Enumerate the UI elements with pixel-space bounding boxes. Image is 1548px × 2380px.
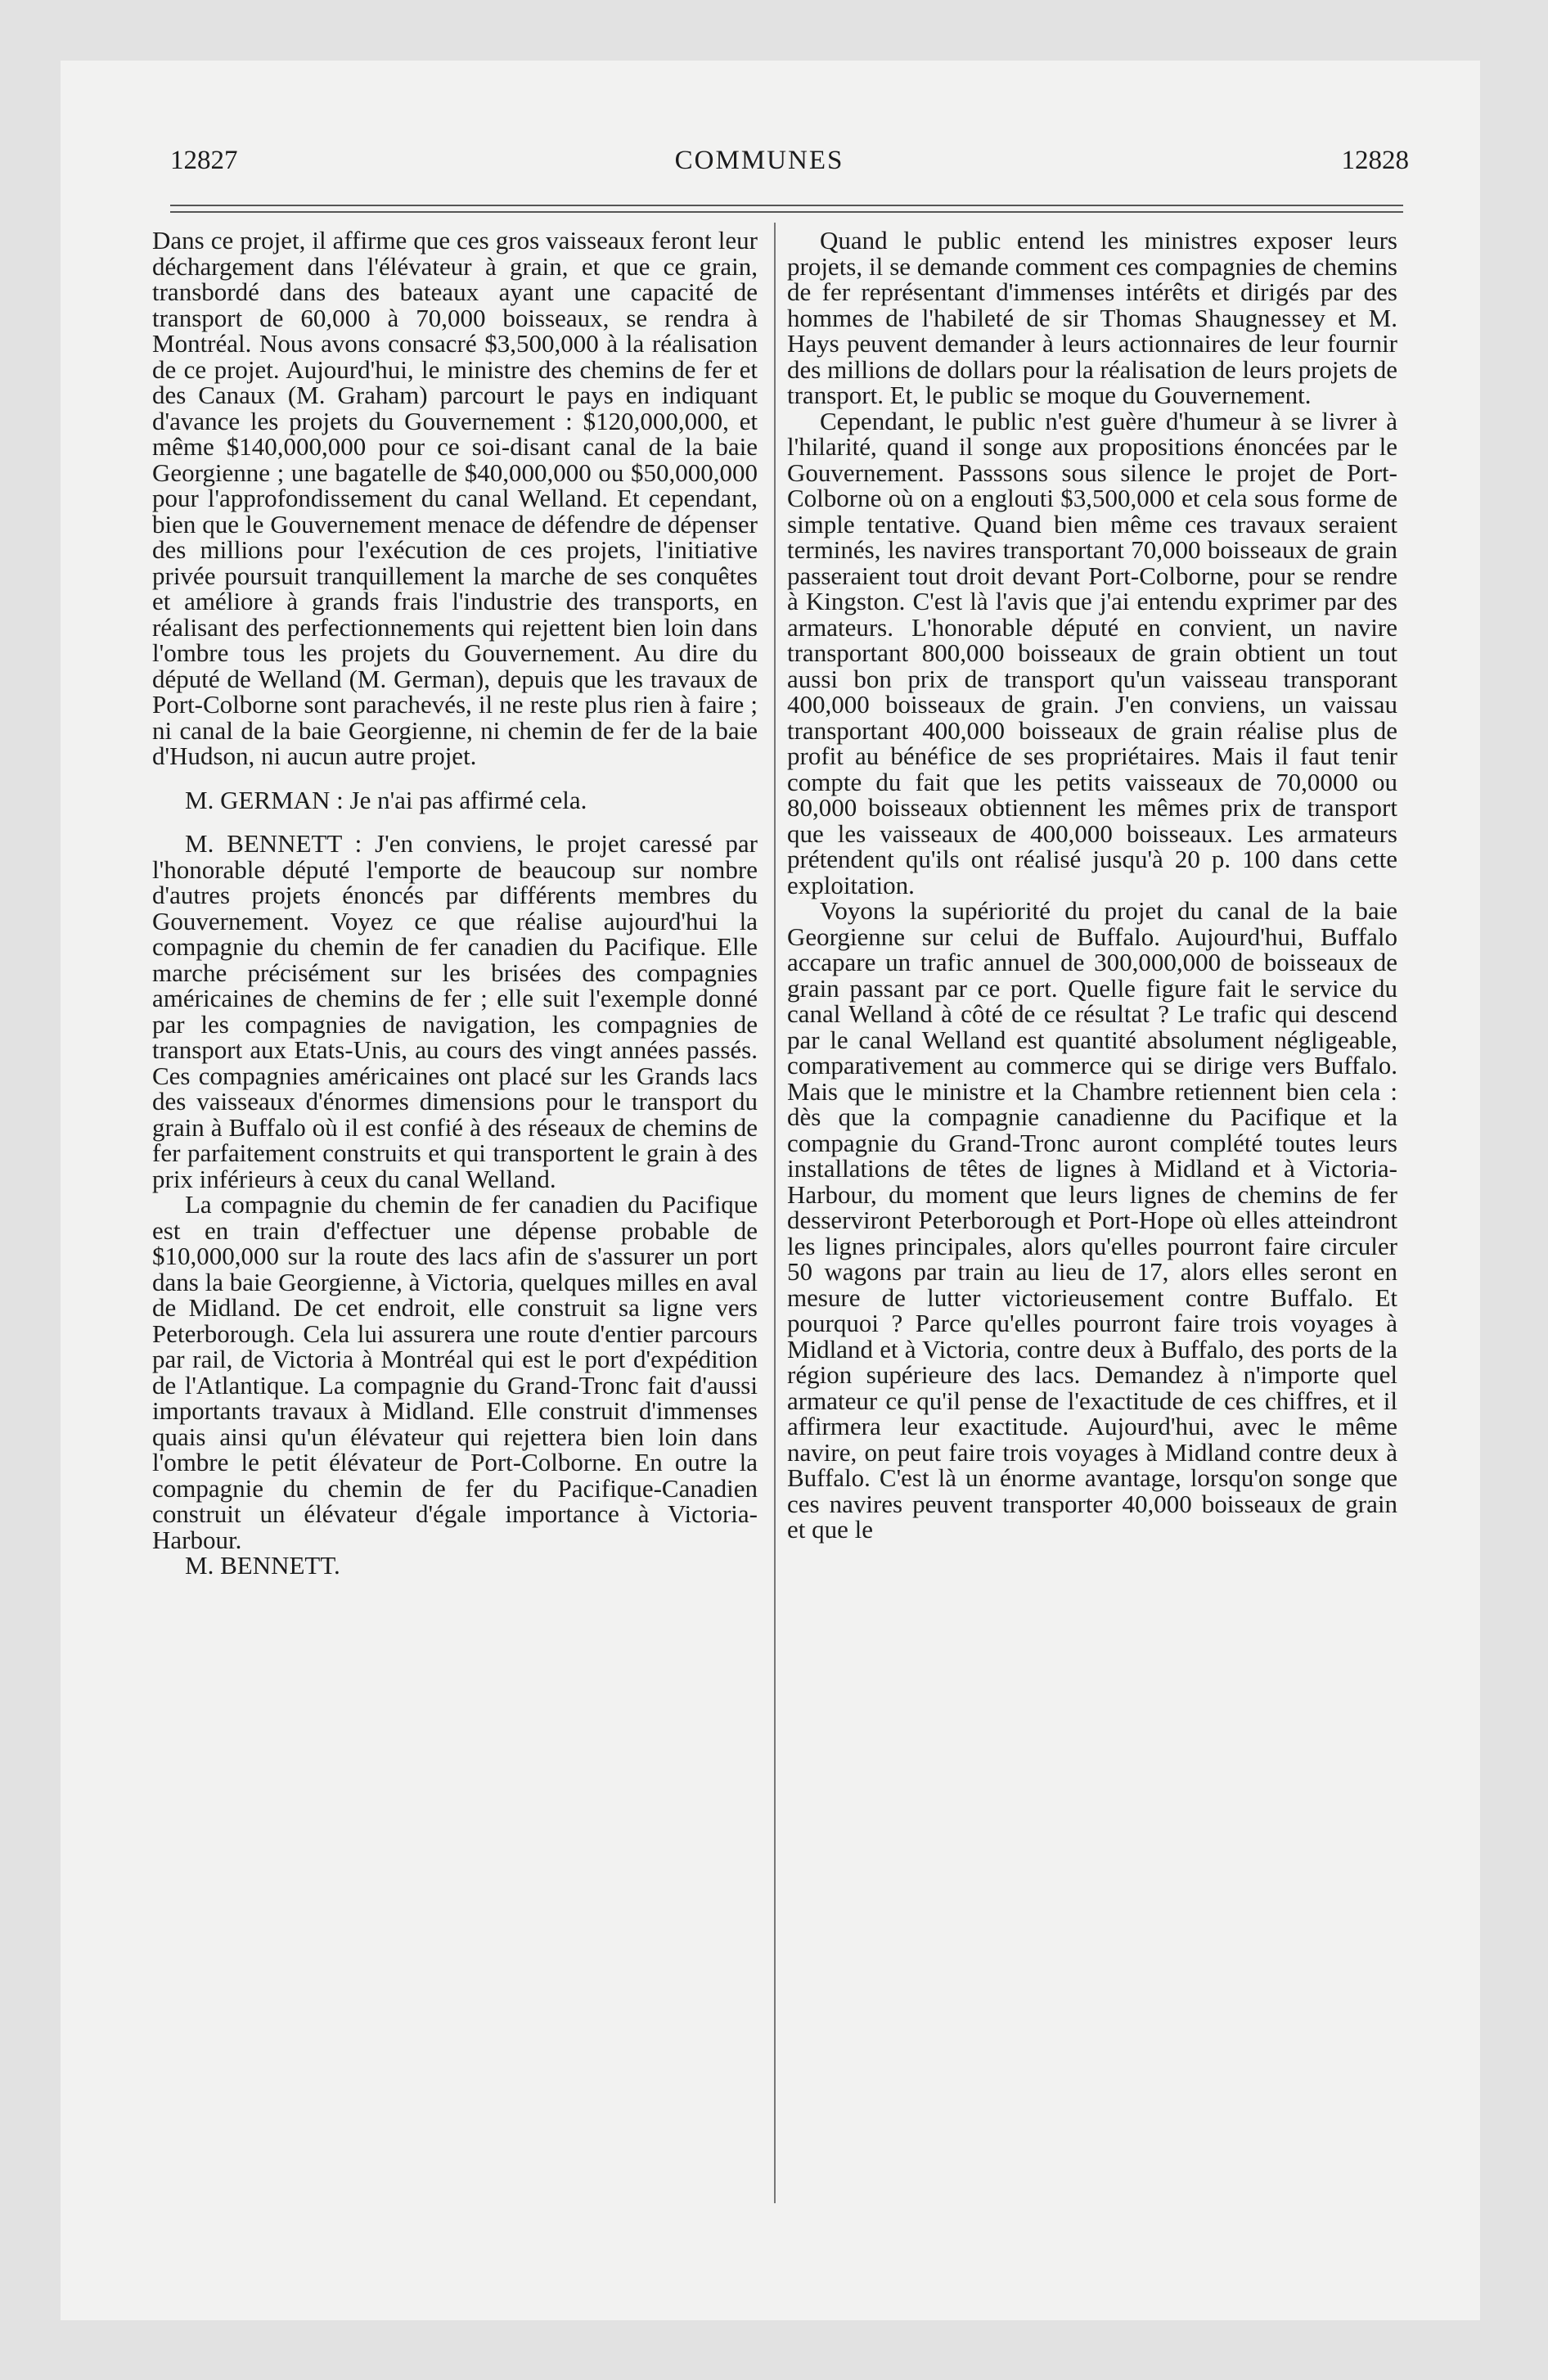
paragraph: Cependant, le public n'est guère d'humeur à se livrer à l'hilarité, quand il songe aux propositions énoncées par le Gouvernement. Passsons sous silence le projet de Port-Colborne où on a englouti $3,500,000 et cela sous forme de simple tentative. Quand bien même ces travaux seraient terminés, les navires transportant 70,000 boisseaux de grain passeraient tout droit devant Port-Colborne, pour se rendre à Kingston. C'est là l'avis que j'ai entendu exprimer par des armateurs. L'honorable député en convient, un navire transportant 800,000 boisseaux de grain obtient un tout aussi bon prix de transport qu'un vaisseau transporant 400,000 boisseaux de grain. J'en conviens, un vaissau transportant 400,000 boisseaux de grain réalise plus de profit au bénéfice de ses propriétaires. Mais il faut tenir compte du fait que les petits vaisseaux de 70,0000 ou 80,000 boisseaux obtiennent les mêmes prix de transport que les vaisseaux de 400,000 boisseaux. Les armateurs prétendent qu'ils ont réalisé jusqu'à 20 p. 100 dans cette exploitation. (787, 406, 1397, 899)
left-column (152, 228, 758, 1579)
signature: M. BENNETT. (185, 1551, 340, 1580)
page-header (110, 146, 1409, 187)
column-divider (774, 223, 776, 2203)
paragraph-speaker-bennett: M. BENNETT : J'en conviens, le projet caressé par l'honorable député l'emporte de beaucoup sur nombre d'autres projets énoncés par différents membres du Gouvernement. Voyez ce que réalise aujourd'hui la compagnie du chemin de fer canadien du Pacifique. Elle marche précisément sur les brisées des compagnies américaines de chemins de fer ; elle suit l'exemple donné par les compagnies de navigation, les compagnies de transport aux Etats-Unis, au cours des vingt années passés. Ces compagnies américaines ont placé sur les Grands lacs des vaisseaux d'énormes dimensions pour le transport du grain à Buffalo où il est confié à des réseaux de chemins de fer parfaitement construits et qui transportent le grain à des prix inférieurs à ceux du canal Welland. (152, 829, 758, 1193)
page-number-right: 12828 (1341, 146, 1409, 175)
page-number-left: 12827 (170, 146, 238, 175)
paragraph: Dans ce projet, il affirme que ces gros vaisseaux feront leur déchargement dans l'élévateur à grain, et que ce grain, transbordé dans des bateaux ayant une capacité de transport de 60,000 à 70,000 boisseaux, se rendra à Montréal. Nous avons consacré $3,500,000 à la réalisation de ce projet. Aujourd'hui, le ministre des chemins de fer et des Canaux (M. Graham) parcourt le pays en indiquant d'avance les projets du Gouvernement : $120,000,000, et même $140,000,000 pour ce soi-disant canal de la baie Georgienne ; une bagatelle de $40,000,000 ou $50,000,000 pour l'approfondissement du canal Welland. Et cependant, bien que le Gouvernement menace de défendre de dépenser des millions pour l'exécution de ces projets, l'initiative privée poursuit tranquillement la marche de ses conquêtes et améliore à grands frais l'industrie des transports, en réalisant des perfectionnements qui rejettent bien loin dans l'ombre tous les projets du Gouvernement. Au dire du député de Welland (M. German), depuis que les travaux de Port-Colborne sont parachevés, il ne reste plus rien à faire ; ni canal de la baie Georgienne, ni chemin de fer de la baie d'Hudson, ni aucun autre projet. (152, 226, 758, 770)
paragraph-speaker-german: M. GERMAN : Je n'ai pas affirmé cela. (185, 785, 587, 814)
paragraph: Voyons la supériorité du projet du canal de la baie Georgienne sur celui de Buffalo. Aujourd'hui, Buffalo accapare un trafic annuel de 300,000,000 de boisseaux de grain passant par ce port. Quelle figure fait le service du canal Welland à côté de ce résultat ? Le trafic qui descend par le canal Welland est quantité absolument négligeable, comparativement au commerce qui se dirige vers Buffalo. Mais que le ministre et la Chambre retiennent bien cela : dès que la compagnie canadienne du Pacifique et la compagnie du Grand-Tronc auront complété toutes leurs installations de têtes de lignes à Midland et à Victoria-Harbour, du moment que leurs lignes de chemins de fer desserviront Peterborough et Port-Hope où elles atteindront les lignes principales, alors qu'elles pourront faire circuler 50 wagons par train au lieu de 17, alors elles seront en mesure de lutter victorieusement contre Buffalo. Et pourquoi ? Parce qu'elles pourront faire trois voyages à Midland et à Victoria, contre deux à Buffalo, des ports de la région supérieure des lacs. Demandez à n'importe quel armateur ce qu'il pense de l'exactitude de ces chiffres, et il affirmera leur exactitude. Aujourd'hui, avec le même navire, on peut faire trois voyages à Midland contre deux à Buffalo. C'est là un énorme avantage, lorsqu'on songe que ces navires peuvent transporter 40,000 boisseaux de grain et que le (787, 896, 1397, 1544)
paragraph: Quand le public entend les ministres exposer leurs projets, il se demande comment ces compagnies de chemins de fer représentant d'immenses intérêts et dirigés par des hommes de l'habileté de sir Thomas Shaugnessey et M. Hays peuvent demander à leurs actionnaires de leur fournir des millions de dollars pour la réalisation de leurs projets de transport. Et, le public se moque du Gouvernement. (787, 226, 1397, 409)
page-title: COMMUNES (674, 146, 844, 175)
header-rule-bottom (170, 211, 1403, 213)
header-rule-top (170, 205, 1403, 206)
paragraph: La compagnie du chemin de fer canadien du Pacifique est en train d'effectuer une dépense probable de $10,000,000 sur la route des lacs afin de s'assurer un port dans la baie Georgienne, à Victoria, quelques milles en aval de Midland. De cet endroit, elle construit sa ligne vers Peterborough. Cela lui assurera une route d'entier parcours par rail, de Victoria à Montréal qui est le port d'expédition de l'Atlantique. La compagnie du Grand-Tronc fait d'aussi importants travaux à Midland. Elle construit d'immenses quais ainsi qu'un élévateur qui rejettera bien loin dans l'ombre le petit élévateur de Port-Colborne. En outre la compagnie du chemin de fer du Pacifique-Canadien construit un élévateur d'égale importance à Victoria-Harbour. (152, 1190, 758, 1554)
right-column (787, 228, 1397, 1543)
